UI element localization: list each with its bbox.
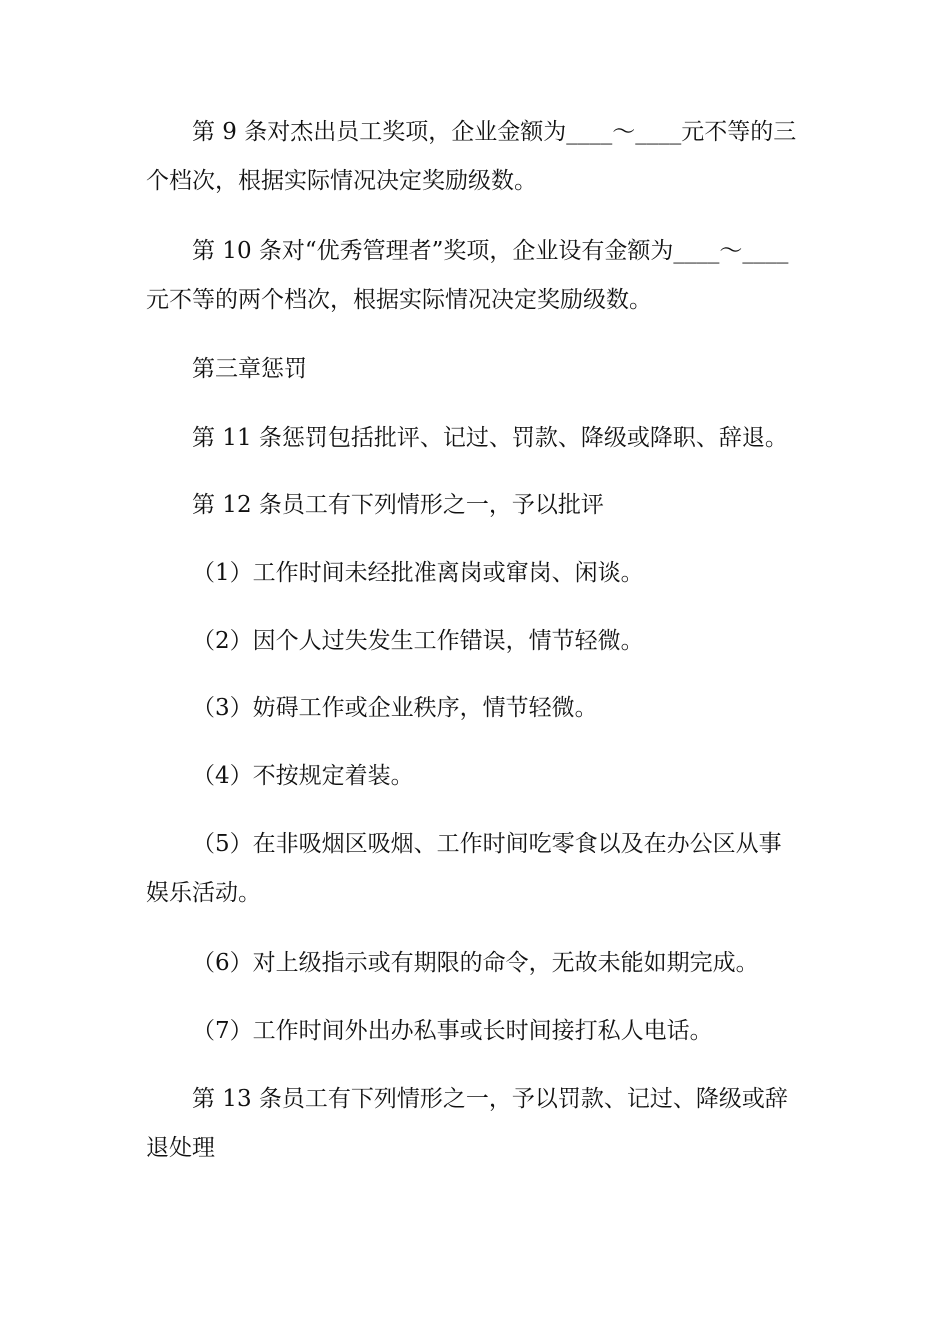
article-13-paragraph [146, 1075, 810, 1173]
item-5-line-1: （5）在非吸烟区吸烟、工作时间吃零食以及在办公区从事 [192, 831, 782, 857]
list-item [146, 617, 810, 666]
article-10-line-2: 元不等的两个档次，根据实际情况决定奖励级数。 [146, 287, 652, 313]
article-12-line-1: 第 12 条员工有下列情形之一，予以批评 [192, 492, 604, 518]
list-item [146, 1007, 810, 1056]
article-9-line-1: 第 9 条对杰出员工奖项，企业金额为____～____元不等的三 [192, 119, 797, 145]
article-11-line-1: 第 11 条惩罚包括批评、记过、罚款、降级或降职、辞退。 [192, 425, 788, 451]
article-9-line-2: 个档次，根据实际情况决定奖励级数。 [146, 168, 537, 194]
chapter-3-heading [146, 345, 810, 394]
article-12-paragraph [146, 481, 810, 530]
article-11-paragraph [146, 414, 810, 463]
item-2-text: （2）因个人过失发生工作错误，情节轻微。 [192, 628, 644, 654]
item-7-text: （7）工作时间外出办私事或长时间接打私人电话。 [192, 1018, 713, 1044]
article-13-line-2: 退处理 [146, 1135, 215, 1161]
list-item [146, 939, 810, 988]
item-5-line-2: 娱乐活动。 [146, 880, 261, 906]
list-item [146, 684, 810, 733]
article-9-paragraph [146, 108, 810, 206]
chapter-3-title: 第三章惩罚 [192, 356, 307, 382]
item-4-text: （4）不按规定着装。 [192, 763, 414, 789]
item-3-text: （3）妨碍工作或企业秩序，情节轻微。 [192, 695, 598, 721]
list-item [146, 752, 810, 801]
item-1-text: （1）工作时间未经批准离岗或窜岗、闲谈。 [192, 560, 644, 586]
article-10-paragraph [146, 227, 810, 325]
list-item [146, 820, 810, 918]
item-6-text: （6）对上级指示或有期限的命令，无故未能如期完成。 [192, 950, 759, 976]
article-13-line-1: 第 13 条员工有下列情形之一，予以罚款、记过、降级或辞 [192, 1086, 788, 1112]
list-item [146, 549, 810, 598]
article-10-line-1: 第 10 条对“优秀管理者”奖项，企业设有金额为____～____ [192, 238, 789, 264]
